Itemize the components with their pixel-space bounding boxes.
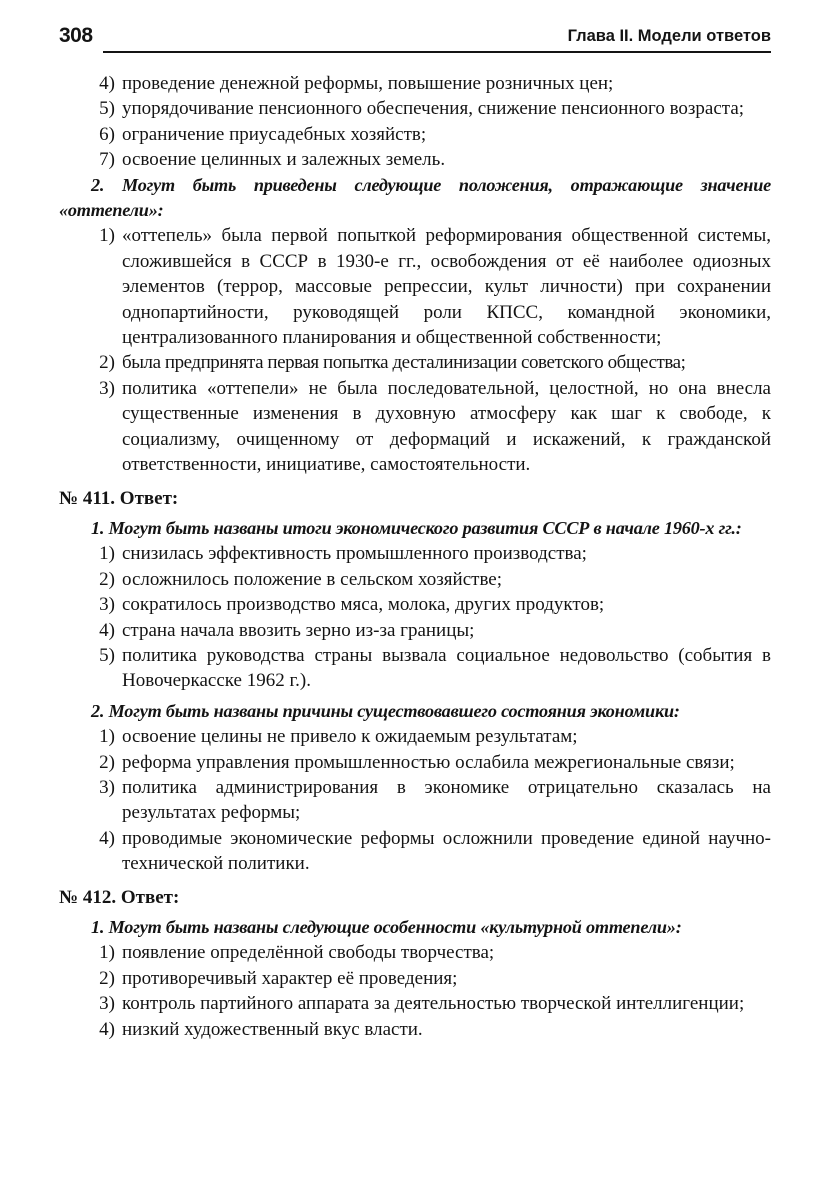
list-item xyxy=(59,940,771,965)
list-item xyxy=(59,826,771,877)
section-lead: 1. Могут быть названы следующие особенности «культурной оттепели»: xyxy=(91,917,682,937)
list-item xyxy=(59,724,771,749)
running-head: Глава II. Модели ответов xyxy=(567,27,771,45)
thaw-significance xyxy=(59,173,771,478)
item-number: 2) xyxy=(99,352,115,374)
item-text: «оттепель» была первой попыткой реформирования общественной системы, сложившейся в СССР в 1930-е гг., освобождения от её наиболее одиозных элементов (террор, массовые репрессии, культ личности) при сохранении однопартийности, руководящей роли КПСС, командной экономики, централизованного планирования и общественной собственности; xyxy=(122,225,771,349)
list-item xyxy=(59,567,771,592)
answer-heading: № 412. Ответ: xyxy=(59,886,180,908)
item-number: 4) xyxy=(99,827,115,849)
item-text: реформа управления промышленностью ослабила межрегиональные связи; xyxy=(122,751,735,773)
list-item xyxy=(59,775,771,826)
item-number: 4) xyxy=(99,619,115,641)
list-item xyxy=(59,71,771,96)
item-number: 3) xyxy=(99,377,115,399)
item-number: 1) xyxy=(99,543,115,565)
item-number: 2) xyxy=(99,568,115,590)
list-item xyxy=(59,223,771,350)
item-text: снизилась эффективность промышленного производства; xyxy=(122,543,587,565)
section-lead: 2. Могут быть приведены следующие положения, отражающие значение «оттепели»: xyxy=(59,174,771,221)
item-text: осложнилось положение в сельском хозяйстве; xyxy=(122,568,503,590)
item-text: противоречивый характер её проведения; xyxy=(122,967,458,989)
list-item xyxy=(59,618,771,643)
list-continuation xyxy=(59,71,771,173)
item-number: 2) xyxy=(99,967,115,989)
item-number: 5) xyxy=(99,98,115,120)
item-text: политика «оттепели» не была последовательной, целостной, но она внесла существенные изменения в духовную атмосферу как шаг к свободе, к социализму, очищенному от деформаций и искажений, к гражданской ответственности, инициативе, самостоятельности. xyxy=(122,377,771,476)
list-item xyxy=(59,122,771,147)
list-item xyxy=(59,96,771,121)
item-number: 5) xyxy=(99,644,115,666)
list-item xyxy=(59,643,771,694)
item-number: 1) xyxy=(99,726,115,748)
section-lead: 2. Могут быть названы причины существовавшего состояния экономики: xyxy=(91,700,680,721)
item-text: проводимые экономические реформы осложнили проведение единой научно-технической политики. xyxy=(122,827,771,875)
list-item xyxy=(59,541,771,566)
item-number: 3) xyxy=(99,594,115,616)
item-text: освоение целинных и залежных земель. xyxy=(122,149,446,171)
item-text: появление определённой свободы творчества; xyxy=(122,942,495,964)
item-text: упорядочивание пенсионного обеспечения, снижение пенсионного возраста; xyxy=(122,98,745,120)
item-number: 4) xyxy=(99,1018,115,1040)
item-number: 2) xyxy=(99,751,115,773)
item-number: 1) xyxy=(99,225,115,247)
answer-411 xyxy=(59,486,771,877)
item-number: 4) xyxy=(99,73,115,94)
item-text: контроль партийного аппарата за деятельностью творческой интеллигенции; xyxy=(122,993,745,1015)
item-number: 6) xyxy=(99,123,115,145)
list-item xyxy=(59,750,771,775)
item-number: 3) xyxy=(99,993,115,1015)
section-lead: 1. Могут быть названы итоги экономического развития СССР в начале 1960-х гг.: xyxy=(91,517,742,538)
item-text: была предпринята первая попытка десталинизации советского общества; xyxy=(122,352,686,374)
list-item xyxy=(59,1017,771,1042)
list-item xyxy=(59,350,771,375)
answer-heading: № 411. Ответ: xyxy=(59,487,179,509)
item-text: ограничение приусадебных хозяйств; xyxy=(122,123,427,145)
item-text: политика администрирования в экономике отрицательно сказалась на результатах реформы; xyxy=(122,776,771,824)
item-text: страна начала ввозить зерно из-за границы; xyxy=(122,619,475,641)
header-rule xyxy=(103,51,771,53)
item-text: политика руководства страны вызвала социальное недовольство (события в Новочеркасске 1962 г.). xyxy=(122,644,771,692)
page-header xyxy=(59,24,771,56)
page-number: 308 xyxy=(59,24,93,47)
list-item xyxy=(59,592,771,617)
page-content xyxy=(59,71,771,1042)
item-number: 7) xyxy=(99,149,115,171)
item-number: 1) xyxy=(99,942,115,964)
list-item xyxy=(59,991,771,1016)
item-text: проведение денежной реформы, повышение розничных цен; xyxy=(122,73,614,94)
item-text: освоение целины не привело к ожидаемым результатам; xyxy=(122,726,578,748)
list-item xyxy=(59,147,771,172)
list-item xyxy=(59,966,771,991)
answer-412 xyxy=(59,885,771,1042)
item-text: сократилось производство мяса, молока, других продуктов; xyxy=(122,594,605,616)
list-item xyxy=(59,376,771,478)
item-text: низкий художественный вкус власти. xyxy=(122,1018,423,1040)
item-number: 3) xyxy=(99,776,115,798)
